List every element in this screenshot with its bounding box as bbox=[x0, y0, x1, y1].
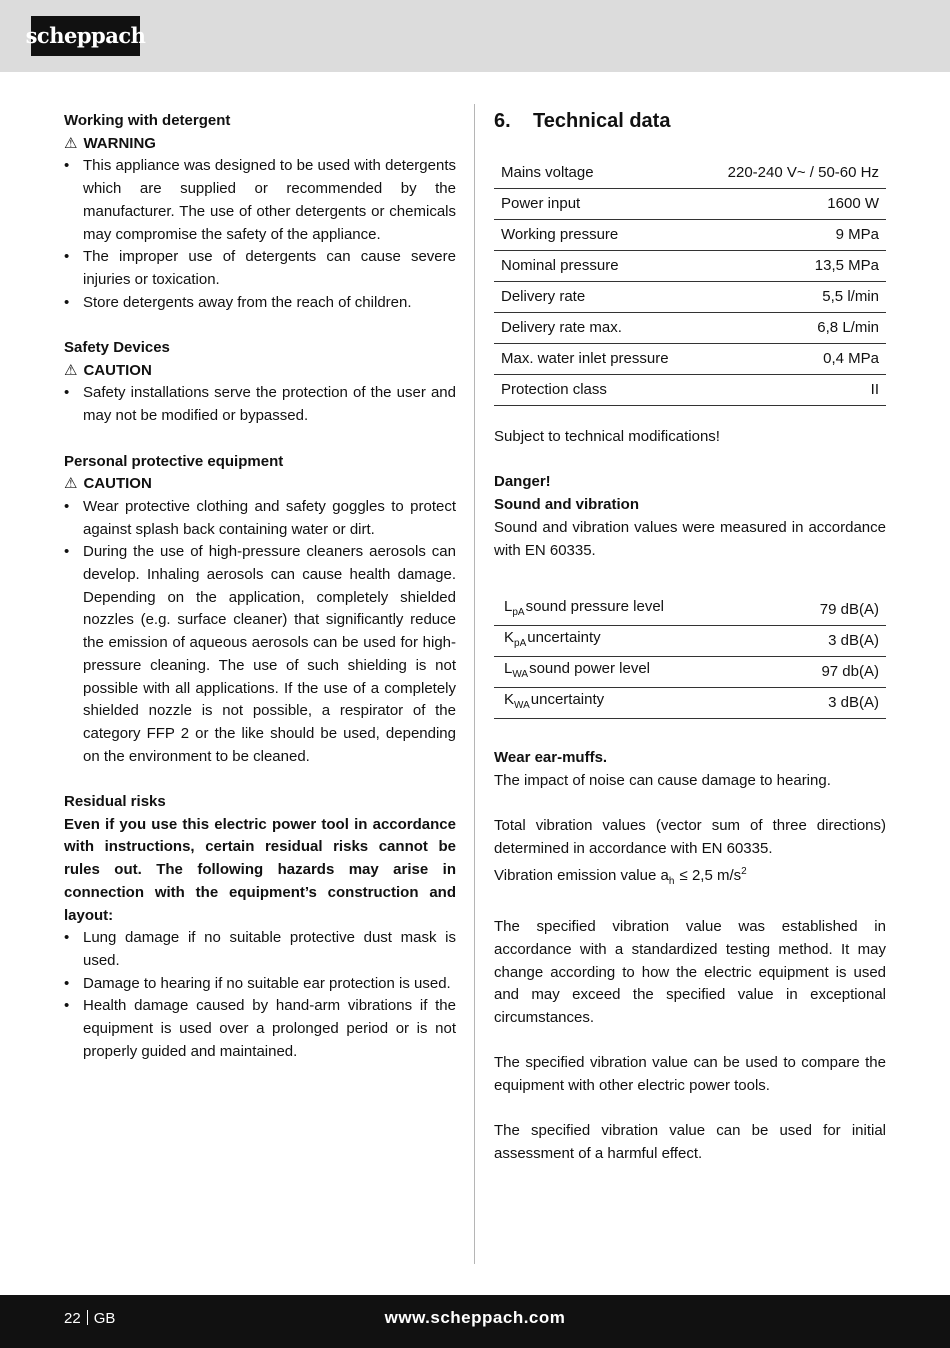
list-item: • Safety installations serve the protection of the user and may not be modified or bypassed. bbox=[64, 382, 456, 427]
danger-label: Danger! bbox=[494, 473, 551, 491]
sound-text: Sound and vibration values were measured in accordance with EN 60335. bbox=[494, 518, 886, 559]
table-cell-value: 5,5 l/min bbox=[699, 282, 886, 313]
safety-devices-title: Safety Devices bbox=[64, 339, 170, 357]
technical-data-table bbox=[494, 158, 886, 406]
earmuffs-text: The impact of noise can cause damage to hearing. bbox=[494, 771, 831, 789]
caution-heading bbox=[64, 473, 456, 496]
table-cell-label: Max. water inlet pressure bbox=[494, 344, 699, 375]
table-cell-value: 3 dB(A) bbox=[771, 688, 886, 719]
table-cell-label: Nominal pressure bbox=[494, 251, 699, 282]
list-item: • During the use of high-pressure cleaners aerosols can develop. Inhaling aerosols can cause health damage. Depending on the application, completely shielded nozzles (e.g. surface cleaner) that significantly reduce the emission of aqueous aerosols can be used for high-pressure cleaning. The use of such shielding is not possible with all applications. If the use of a completely shielded nozzle is not possible, a respirator of the category FFP 2 or the like should be used, depending on the environment to be cleaned. bbox=[64, 541, 456, 768]
warning-triangle-icon: ⚠ bbox=[64, 475, 78, 493]
scheppach-logo: scheppach bbox=[31, 16, 140, 56]
table-cell-value: 3 dB(A) bbox=[771, 626, 886, 657]
table-cell-value: 79 dB(A) bbox=[771, 595, 886, 626]
left-column bbox=[64, 110, 456, 1063]
table-cell-value: 97 db(A) bbox=[771, 657, 886, 688]
sound-title: Sound and vibration bbox=[494, 496, 639, 514]
table-cell-value: 220-240 V~ / 50-60 Hz bbox=[699, 158, 886, 189]
table-cell-label: Mains voltage bbox=[494, 158, 699, 189]
section-number: 6. bbox=[494, 110, 511, 132]
vibration-emission-value: Vibration emission value $a_h \le 2,5$ $m/s^2$ bbox=[494, 865, 747, 887]
table-row bbox=[494, 344, 886, 375]
list-item: • Lung damage if no suitable protective dust mask is used. bbox=[64, 927, 456, 972]
table-row bbox=[494, 158, 886, 189]
residual-risks-intro: Even if you use this electric power tool in accordance with instructions, certain residual risks cannot be rules out. The following hazards may arise in connection with the equipment’s construction and layout: bbox=[64, 815, 456, 924]
page-footer bbox=[0, 1295, 950, 1348]
table-cell-label: Power input bbox=[494, 189, 699, 220]
table-cell-value: 1600 W bbox=[699, 189, 886, 220]
sound-table bbox=[494, 595, 886, 719]
list-item: • The improper use of detergents can cause severe injuries or toxication. bbox=[64, 246, 456, 291]
residual-bullets bbox=[64, 927, 456, 1063]
safety-bullets bbox=[64, 382, 456, 427]
table-cell-label: Delivery rate bbox=[494, 282, 699, 313]
warning-label: WARNING bbox=[83, 134, 156, 152]
section-title: Technical data bbox=[533, 110, 671, 132]
list-item: • This appliance was designed to be used with detergents which are supplied or recommended by the manufacturer. The use of other detergents or chemicals may compromise the safety of the appliance. bbox=[64, 155, 456, 246]
warning-heading bbox=[64, 133, 456, 156]
table-row bbox=[494, 375, 886, 406]
table-cell-label: Protection class bbox=[494, 375, 699, 406]
caution-label: CAUTION bbox=[83, 361, 152, 379]
website-url: www.scheppach.com bbox=[384, 1308, 566, 1327]
vibration-text: Total vibration values (vector sum of three directions) determined in accordance with EN 60335. bbox=[494, 817, 886, 857]
table-cell-label: Working pressure bbox=[494, 220, 699, 251]
section-heading bbox=[494, 110, 886, 132]
page-number: 22 GB bbox=[64, 1310, 116, 1327]
table-row bbox=[494, 189, 886, 220]
table-row bbox=[494, 220, 886, 251]
table-cell-label: $L_{pA}sound$ pressure level bbox=[494, 595, 771, 626]
table-row bbox=[494, 282, 886, 313]
table-cell-value: 0,4 MPa bbox=[699, 344, 886, 375]
table-cell-label: Delivery rate max. bbox=[494, 313, 699, 344]
table-cell-label: $L_{WA}sound$ power level bbox=[494, 657, 771, 688]
detergent-title: Working with detergent bbox=[64, 112, 231, 129]
list-item: • Store detergents away from the reach of children. bbox=[64, 292, 456, 315]
vibration-paragraph: The specified vibration value was established in accordance with a standardized testing method. It may change according to how the electric equipment is used and may exceed the specified value in exceptional circumstances. bbox=[494, 918, 886, 1026]
table-cell-value: 9 MPa bbox=[699, 220, 886, 251]
table-row bbox=[494, 595, 886, 626]
table-cell-value: 13,5 MPa bbox=[699, 251, 886, 282]
table-cell-label: $K_{WA}uncertainty$ bbox=[494, 688, 771, 719]
table-row bbox=[494, 657, 886, 688]
caution-label: CAUTION bbox=[83, 475, 152, 493]
ppe-title: Personal protective equipment bbox=[64, 452, 284, 470]
ppe-bullets bbox=[64, 496, 456, 768]
caution-heading bbox=[64, 360, 456, 383]
list-item: • Health damage caused by hand-arm vibrations if the equipment is used over a prolonged period or is not properly guided and maintained. bbox=[64, 995, 456, 1063]
detergent-bullets bbox=[64, 155, 456, 314]
table-cell-value: 6,8 L/min bbox=[699, 313, 886, 344]
right-column bbox=[494, 110, 886, 1166]
list-item: • Wear protective clothing and safety goggles to protect against splash back containing water or dirt. bbox=[64, 496, 456, 541]
table-row bbox=[494, 251, 886, 282]
table-row bbox=[494, 688, 886, 719]
vibration-paragraph: The specified vibration value can be used for initial assessment of a harmful effect. bbox=[494, 1122, 886, 1163]
residual-risks-title: Residual risks bbox=[64, 793, 166, 811]
list-item: • Damage to hearing if no suitable ear protection is used. bbox=[64, 973, 456, 996]
vibration-paragraph: The specified vibration value can be used to compare the equipment with other electric power tools. bbox=[494, 1054, 886, 1094]
warning-triangle-icon: ⚠ bbox=[64, 361, 78, 379]
page-header bbox=[0, 0, 950, 72]
table-cell-label: $K_{pA}uncertainty$ bbox=[494, 626, 771, 657]
table-cell-value: II bbox=[699, 375, 886, 406]
table-row bbox=[494, 626, 886, 657]
subject-note: Subject to technical modifications! bbox=[494, 428, 720, 445]
table-row bbox=[494, 313, 886, 344]
column-divider bbox=[474, 104, 475, 1264]
earmuffs-title: Wear ear-muffs. bbox=[494, 749, 608, 767]
warning-triangle-icon: ⚠ bbox=[64, 134, 78, 152]
